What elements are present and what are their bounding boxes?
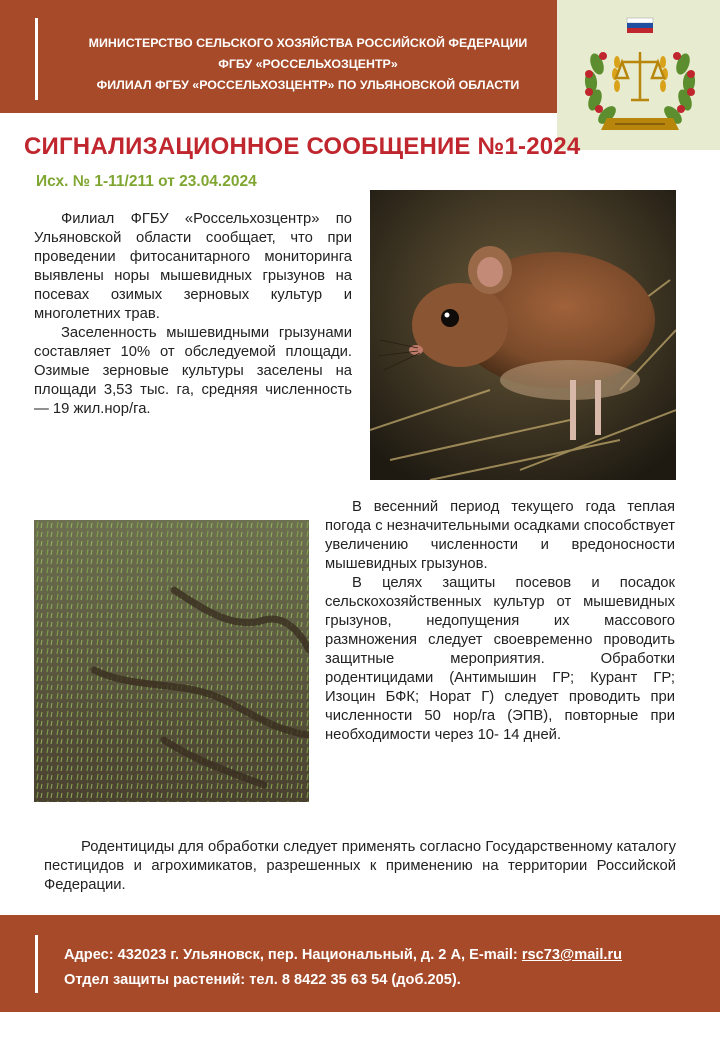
field-photo <box>34 520 309 802</box>
header-text <box>48 33 568 96</box>
header-ministry: МИНИСТЕРСТВО СЕЛЬСКОГО ХОЗЯЙСТВА РОССИЙСКОЙ ФЕДЕРАЦИИ <box>88 36 528 50</box>
footer-accent-bar <box>35 935 38 993</box>
header-accent-bar <box>35 18 38 100</box>
bottom-text <box>44 838 676 895</box>
footer-phone: Отдел защиты растений: тел. 8 8422 35 63 54 (доб.205). <box>64 972 461 988</box>
header-branch: ФИЛИАЛ ФГБУ «РОССЕЛЬХОЗЦЕНТР» ПО УЛЬЯНОВСКОЙ ОБЛАСТИ <box>96 78 520 92</box>
mouse-photo <box>370 190 676 480</box>
footer-address-line <box>64 943 622 968</box>
paragraph-monitoring: Филиал ФГБУ «Россельхозцентр» по Ульяновской области сообщает, что при проведении фитосанитарного мониторинга выявлены норы мышевидных грызунов на посевах озимых зерновых культур и многолетних трав. <box>34 211 352 322</box>
paragraph-weather: В весенний период текущего года теплая погода с незначительными осадками способствует увеличению численности и вредоносности мышевидных грызунов. <box>325 499 675 572</box>
document-reference: Исх. № 1-11/211 от 23.04.2024 <box>36 173 257 190</box>
right-column-text <box>325 498 675 745</box>
paragraph-rodenticides: Родентициды для обработки следует применять согласно Государственному каталогу пестицидов и агрохимикатов, разрешенных к применению на территории Российской Федерации. <box>44 839 676 893</box>
paragraph-infestation: Заселенность мышевидными грызунами составляет 10% от обследуемой площади. Озимые зерновые культуры заселены на площади 3,53 тыс. га, средняя численность — 19 жил.нор/га. <box>34 325 352 417</box>
page-title: СИГНАЛИЗАЦИОННОЕ СООБЩЕНИЕ №1-2024 <box>24 133 581 160</box>
email-link[interactable]: rsc73@mail.ru <box>521 947 623 963</box>
header-organization: ФГБУ «РОССЕЛЬХОЗЦЕНТР» <box>218 57 398 71</box>
left-column-text <box>34 210 352 419</box>
paragraph-protection: В целях защиты посевов и посадок сельскохозяйственных культур от мышевидных грызунов, недопущения их массового размножения следует своевременно проводить защитные мероприятия. Обработки родентицидами (Антимышин ГР; Курант ГР; Изоцин БФК; Норат Г) следует проводить при численности 50 нор/га (ЭПВ), повторные при необходимости через 10- 14 дней. <box>325 575 675 743</box>
footer-banner <box>0 915 720 1012</box>
rosselkhozcenter-logo-icon <box>575 12 705 142</box>
footer-address: Адрес: 432023 г. Ульяновск, пер. Национальный, д. 2 А, E-mail: <box>64 947 522 963</box>
footer-contacts <box>64 943 622 993</box>
